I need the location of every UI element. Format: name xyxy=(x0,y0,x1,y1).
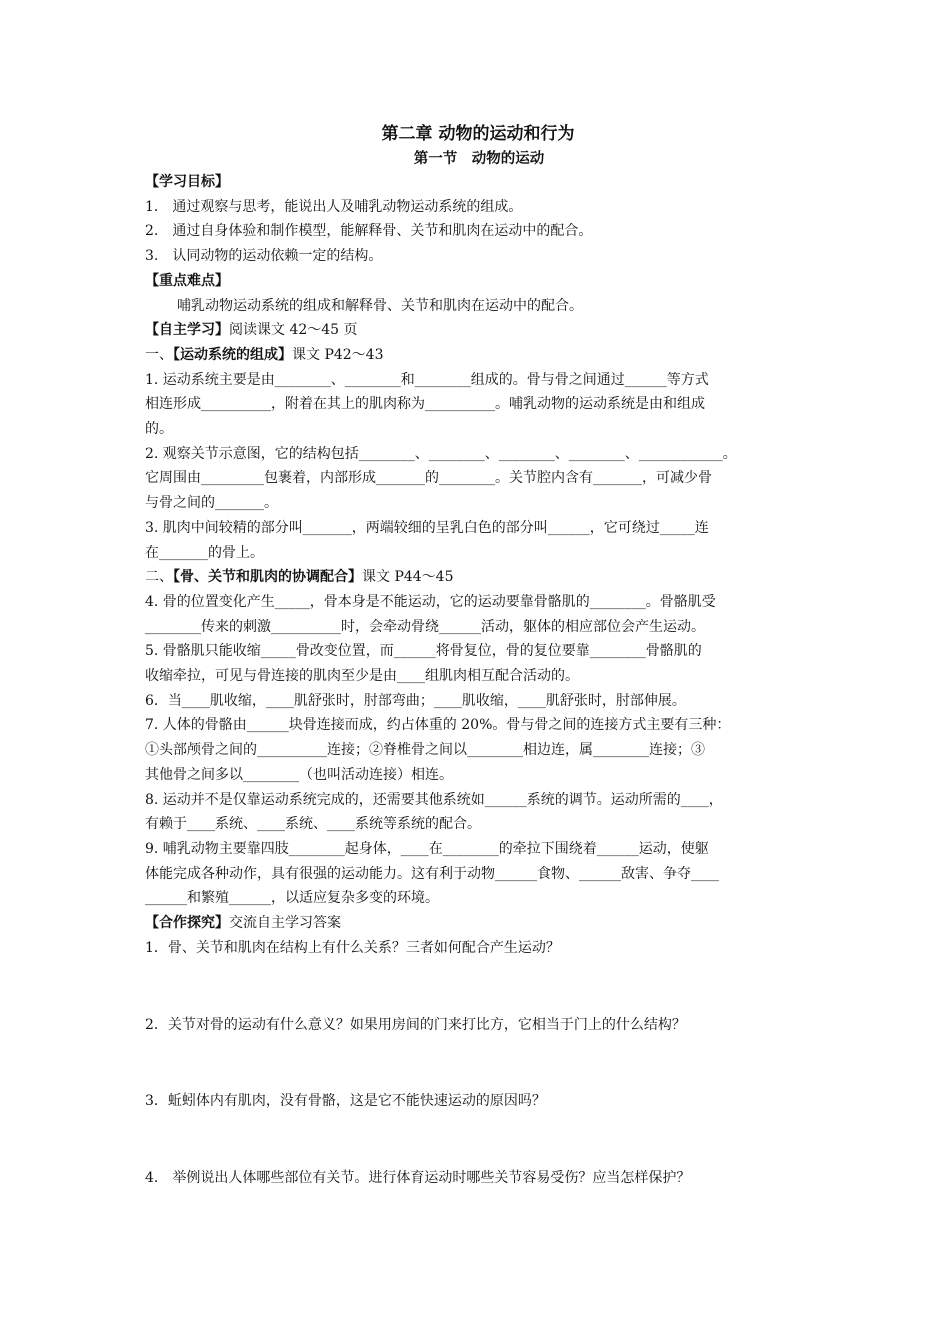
exercise-line: 体能完成各种动作，具有很强的运动能力。这有利于动物______食物、______敌害、争夺____ xyxy=(145,865,719,882)
self-study-note: 阅读课文 42～45 页 xyxy=(229,322,358,339)
section2-prefix: 二、 xyxy=(145,569,173,586)
key-points-heading: 【重点难点】 xyxy=(145,272,229,289)
exercise-line: ________传来的刺激__________时，会牵动骨绕______活动，躯体的相应部位会产生运动。 xyxy=(145,618,705,635)
key-points-text: 哺乳动物运动系统的组成和解释骨、关节和肌肉在运动中的配合。 xyxy=(177,297,583,314)
exercise-line: 4. 骨的位置变化产生_____，骨本身是不能运动，它的运动要靠骨骼肌的________。骨骼肌受 xyxy=(145,593,716,610)
answer-space xyxy=(145,1114,813,1166)
exercise-line: 8. 运动并不是仅靠运动系统完成的，还需要其他系统如______系统的调节。运动所需的____， xyxy=(145,791,723,808)
objective-item: 3. 认同动物的运动依赖一定的结构。 xyxy=(145,248,383,265)
exercise-line: 7. 人体的骨骼由______块骨连接而成，约占体重的 20%。骨与骨之间的连接方式主要有三种： xyxy=(145,717,731,734)
inquiry-question: 4. 举例说出人体哪些部位有关节。进行体育运动时哪些关节容易受伤？应当怎样保护？ xyxy=(145,1169,691,1186)
exercise-line: 相连形成__________，附着在其上的肌肉称为__________。哺乳动物的运动系统是由和组成 xyxy=(145,396,705,413)
section2-note: 课文 P44～45 xyxy=(362,569,454,586)
exercise-line: 1. 运动系统主要是由________、________和________组成的。骨与骨之间通过______等方式 xyxy=(145,371,709,388)
objectives-heading: 【学习目标】 xyxy=(145,174,229,190)
exercise-line: ______和繁殖______，以适应复杂多变的环境。 xyxy=(145,890,439,907)
worksheet-page xyxy=(145,122,813,1191)
exercise-line: 与骨之间的_______。 xyxy=(145,495,278,512)
exercise-line: 的。 xyxy=(145,421,173,438)
answer-space xyxy=(145,1037,813,1089)
cooperation-note: 交流自主学习答案 xyxy=(229,915,341,932)
self-study-header xyxy=(145,318,813,343)
objective-item: 2. 通过自身体验和制作模型，能解释骨、关节和肌肉在运动中的配合。 xyxy=(145,223,593,240)
section2-header xyxy=(145,565,813,590)
exercise-line: 有赖于____系统、____系统、____系统等系统的配合。 xyxy=(145,816,481,833)
exercise-line: 收缩牵拉，可见与骨连接的肌肉至少是由____组肌肉相互配合活动的。 xyxy=(145,668,579,685)
section1-prefix: 一、 xyxy=(145,346,173,363)
section1-note: 课文 P42～43 xyxy=(292,346,384,363)
exercise-line: 9. 哺乳动物主要靠四肢________起身体，____在________的牵拉下围绕着______运动，使躯 xyxy=(145,840,709,857)
exercise-line: 其他骨之间多以________（也叫活动连接）相连。 xyxy=(145,766,453,783)
exercise-line: 它周围由_________包裹着，内部形成_______的________。关节腔内含有_______，可减少骨 xyxy=(145,470,712,487)
exercise-line: 在_______的骨上。 xyxy=(145,544,264,561)
section1-heading: 【运动系统的组成】 xyxy=(173,346,292,363)
answer-space xyxy=(145,961,813,1013)
exercise-line: ①头部颅骨之间的__________连接；②脊椎骨之间以________相边连，属________连接；③ xyxy=(145,742,705,759)
inquiry-question: 2．关节对骨的运动有什么意义？如果用房间的门来打比方，它相当于门上的什么结构？ xyxy=(145,1016,686,1033)
chapter-title: 第二章 动物的运动和行为 xyxy=(381,124,575,144)
inquiry-question: 1．骨、关节和肌肉在结构上有什么关系？三者如何配合产生运动？ xyxy=(145,939,560,956)
objective-item: 1. 通过观察与思考，能说出人及哺乳动物运动系统的组成。 xyxy=(145,198,523,215)
self-study-heading: 【自主学习】 xyxy=(145,322,229,339)
exercise-line: 5. 骨骼肌只能收缩_____骨改变位置，而______将骨复位，骨的复位要靠________骨骼肌的 xyxy=(145,643,702,660)
section2-heading: 【骨、关节和肌肉的协调配合】 xyxy=(173,569,362,586)
exercise-line: 3. 肌肉中间较精的部分叫_______，两端较细的呈乳白色的部分叫______，它可绕过_____连 xyxy=(145,519,709,536)
section1-header xyxy=(145,343,813,368)
section-title: 第一节 动物的运动 xyxy=(413,150,545,167)
cooperation-heading: 【合作探究】 xyxy=(145,915,229,932)
inquiry-question: 3．蚯蚓体内有肌肉，没有骨骼，这是它不能快速运动的原因吗？ xyxy=(145,1093,546,1110)
cooperation-header xyxy=(145,911,813,936)
exercise-line: 6．当____肌收缩，____肌舒张时，肘部弯曲；____肌收缩，____肌舒张时，肘部伸展。 xyxy=(145,692,686,709)
exercise-line: 2. 观察关节示意图，它的结构包括________、________、________、________、____________。 xyxy=(145,445,737,462)
